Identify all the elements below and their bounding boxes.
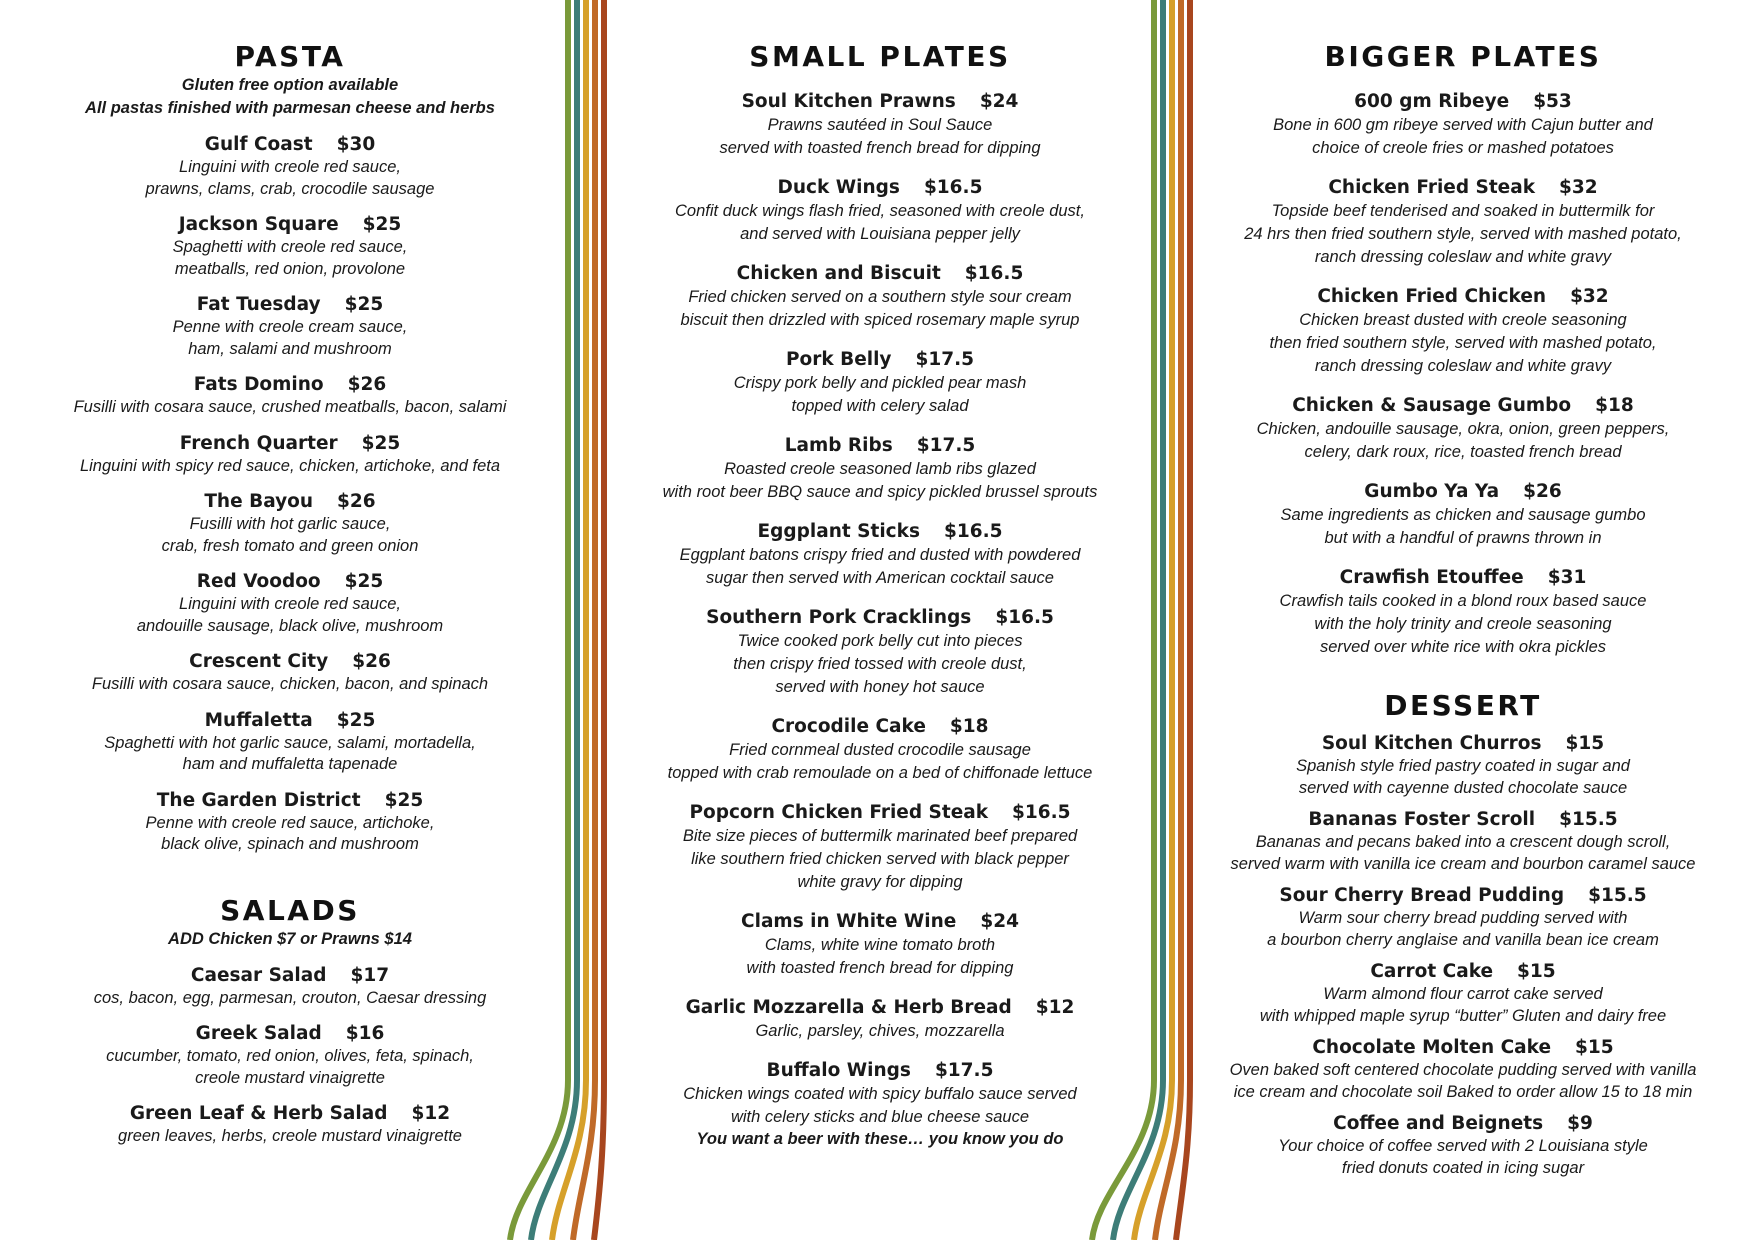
- menu-item-price: $26: [352, 651, 391, 672]
- menu-item-name: Fat Tuesday: [196, 294, 321, 315]
- menu-item-name: Chicken Fried Steak: [1328, 177, 1536, 198]
- menu-item-price: $24: [979, 91, 1019, 112]
- menu-item: [40, 570, 540, 637]
- pasta-list: [40, 133, 540, 856]
- menu-item: [40, 293, 540, 360]
- menu-item-name: Chicken & Sausage Gumbo: [1292, 395, 1572, 416]
- menu-item-price: $16.5: [1012, 802, 1071, 823]
- menu-item: [645, 715, 1115, 785]
- menu-item-heading: [1213, 285, 1713, 309]
- bigger-plates-list: [1213, 90, 1713, 659]
- menu-item-heading: [40, 213, 540, 237]
- salads-note: ADD Chicken $7 or Prawns $14: [168, 929, 412, 948]
- menu-item-price: $17.5: [915, 349, 975, 370]
- menu-item-price: $16: [345, 1023, 385, 1044]
- menu-item-description: green leaves, herbs, creole mustard vinaigrette: [118, 1127, 462, 1145]
- menu-item-name: Jackson Square: [178, 214, 339, 235]
- menu-item: [1213, 90, 1713, 160]
- menu-item-price: $18: [1595, 395, 1634, 416]
- salads-title: SALADS: [220, 893, 360, 927]
- menu-item-price: $25: [344, 294, 384, 315]
- left-column: [40, 40, 540, 1148]
- menu-item-name: Popcorn Chicken Fried Steak: [689, 802, 989, 823]
- menu-item-heading: [40, 709, 540, 733]
- menu-item-heading: [1213, 566, 1713, 590]
- menu-item-price: $12: [1035, 997, 1075, 1018]
- menu-item-description: Warm sour cherry bread pudding served with a bourbon cherry anglaise and vanilla bean ice cream: [1267, 909, 1659, 949]
- menu-item-description: Bone in 600 gm ribeye served with Cajun butter and choice of creole fries or mashed potatoes: [1273, 116, 1653, 157]
- menu-item-name: Garlic Mozzarella & Herb Bread: [685, 997, 1012, 1018]
- menu-item-price: $16.5: [964, 263, 1024, 284]
- menu-item-description: Fried cornmeal dusted crocodile sausage topped with crab remoulade on a bed of chiffonade lettuce: [667, 741, 1093, 782]
- menu-item-name: Carrot Cake: [1370, 961, 1494, 982]
- menu-item-name: Gumbo Ya Ya: [1364, 481, 1500, 502]
- menu-item: [1213, 1036, 1713, 1103]
- menu-item-name: French Quarter: [179, 432, 338, 454]
- dessert-list: [1213, 732, 1713, 1179]
- menu-item-name: Soul Kitchen Churros: [1321, 733, 1542, 754]
- menu-item: [40, 789, 540, 856]
- menu-item-price: $26: [337, 491, 376, 512]
- menu-item-heading: [40, 1102, 540, 1126]
- menu-item-price: $16.5: [923, 177, 983, 198]
- menu-item: [40, 133, 540, 200]
- menu-item: [40, 1022, 540, 1089]
- menu-item-heading: [40, 373, 540, 397]
- menu-item-description: Fusilli with cosara sauce, crushed meatballs, bacon, salami: [73, 398, 507, 416]
- menu-item-heading: [645, 1059, 1115, 1083]
- menu-item-heading: [645, 262, 1115, 286]
- menu-item: [40, 373, 540, 419]
- menu-item-heading: [645, 996, 1115, 1020]
- menu-item-name: The Garden District: [156, 789, 361, 811]
- menu-item-price: $26: [347, 374, 387, 395]
- menu-item: [645, 606, 1115, 699]
- menu-item-heading: [1213, 884, 1713, 908]
- menu-item-price: $15: [1575, 1037, 1614, 1058]
- menu-item-description: Oven baked soft centered chocolate pudding served with vanilla ice cream and chocolate soil Baked to order allow 15 to 18 min: [1229, 1061, 1697, 1101]
- menu-item-description: Your choice of coffee served with 2 Louisiana style fried donuts coated in icing sugar: [1278, 1137, 1648, 1177]
- menu-item-name: Crocodile Cake: [771, 716, 926, 737]
- menu-item-price: $16.5: [995, 607, 1054, 628]
- menu-item-description: Fusilli with hot garlic sauce, crab, fresh tomato and green onion: [161, 515, 419, 555]
- menu-item-price: $9: [1567, 1113, 1593, 1134]
- menu-item: [1213, 176, 1713, 269]
- menu-item-heading: [645, 520, 1115, 544]
- menu-item-price: $17.5: [934, 1060, 994, 1081]
- menu-item-description: Fried chicken served on a southern style sour cream biscuit then drizzled with spiced rosemary maple syrup: [680, 288, 1080, 329]
- menu-item-price: $25: [361, 432, 401, 454]
- menu-item-name: Crawfish Etouffee: [1339, 567, 1524, 588]
- menu-item-name: The Bayou: [204, 491, 314, 512]
- menu-item-heading: [1213, 176, 1713, 200]
- menu-item-description: Prawns sautéed in Soul Sauce served with toasted french bread for dipping: [719, 116, 1041, 157]
- menu-item-name: Bananas Foster Scroll: [1308, 809, 1536, 830]
- menu-item-price: $53: [1533, 91, 1572, 112]
- menu-item-heading: [40, 1022, 540, 1046]
- menu-item-heading: [1213, 808, 1713, 832]
- menu-item-name: Clams in White Wine: [741, 911, 957, 932]
- menu-item-description: Confit duck wings flash fried, seasoned with creole dust, and served with Louisiana pepper jelly: [675, 202, 1085, 243]
- menu-item-heading: [40, 789, 540, 813]
- pasta-title: PASTA: [234, 40, 346, 73]
- menu-item-name: Chocolate Molten Cake: [1312, 1037, 1552, 1058]
- menu-item-heading: [645, 606, 1115, 630]
- menu-item: [645, 262, 1115, 332]
- menu-item-heading: [1213, 1036, 1713, 1060]
- small-plates-list: [645, 90, 1115, 1151]
- menu-item-name: Southern Pork Cracklings: [706, 607, 972, 628]
- menu-item-price: $25: [336, 709, 376, 731]
- menu-item-price: $31: [1547, 567, 1587, 588]
- menu-item-price: $12: [411, 1103, 451, 1124]
- menu-item-description: Topside beef tenderised and soaked in buttermilk for 24 hrs then fried southern style, served with mashed potato, ranch dressing coleslaw and white gravy: [1244, 202, 1682, 266]
- menu-item-price: $26: [1523, 481, 1562, 502]
- menu-item-description: Spanish style fried pastry coated in sugar and served with cayenne dusted chocolate sauce: [1296, 757, 1630, 797]
- menu-item-heading: [645, 176, 1115, 200]
- menu-item-name: Fats Domino: [193, 374, 324, 395]
- menu-item: [645, 90, 1115, 160]
- menu-item-name: Duck Wings: [777, 177, 900, 198]
- menu-item: [645, 348, 1115, 418]
- menu-item-price: $15.5: [1588, 885, 1647, 906]
- menu-item: [645, 996, 1115, 1043]
- menu-item-description: Crawfish tails cooked in a blond roux based sauce with the holy trinity and creole seasoning served over white rice with okra pickles: [1279, 592, 1647, 656]
- menu-item: [40, 1102, 540, 1148]
- menu-item-description: cos, bacon, egg, parmesan, crouton, Caesar dressing: [93, 988, 487, 1007]
- menu-item-heading: [40, 964, 540, 988]
- menu-item: [645, 434, 1115, 504]
- menu-item: [1213, 566, 1713, 659]
- menu-item-price: $24: [980, 911, 1019, 932]
- menu-item-price: $17: [350, 964, 390, 986]
- menu-item-name: Buffalo Wings: [766, 1060, 911, 1081]
- menu-item: [645, 520, 1115, 590]
- menu-item-price: $15.5: [1559, 809, 1618, 830]
- menu-item-heading: [645, 434, 1115, 458]
- menu-item-heading: [40, 133, 540, 157]
- menu-item-name: Muffaletta: [204, 709, 313, 731]
- menu-item-price: $32: [1570, 286, 1609, 307]
- menu-item-heading: [1213, 480, 1713, 504]
- menu-item-name: Green Leaf & Herb Salad: [129, 1103, 388, 1124]
- menu-item-description: Roasted creole seasoned lamb ribs glazed with root beer BBQ sauce and spicy pickled brussel sprouts: [662, 460, 1098, 501]
- menu-item-name: 600 gm Ribeye: [1354, 91, 1510, 112]
- menu-item: [1213, 285, 1713, 378]
- menu-item-description: Linguini with creole red sauce, andouille sausage, black olive, mushroom: [136, 595, 444, 635]
- menu-item: [40, 650, 540, 696]
- menu-item-description: Chicken breast dusted with creole seasoning then fried southern style, served with mashed potato, ranch dressing coleslaw and white gravy: [1269, 311, 1657, 375]
- menu-item-name: Coffee and Beignets: [1333, 1113, 1544, 1134]
- menu-item: [1213, 884, 1713, 951]
- menu-item-description: Linguini with spicy red sauce, chicken, artichoke, and feta: [79, 456, 501, 475]
- menu-item-description: Twice cooked pork belly cut into pieces then crispy fried tossed with creole dust, served with honey hot sauce: [733, 632, 1027, 696]
- menu-item-heading: [645, 801, 1115, 825]
- menu-item-heading: [1213, 90, 1713, 114]
- menu-item: [645, 801, 1115, 894]
- menu-item: [1213, 808, 1713, 875]
- menu-item-name: Greek Salad: [195, 1023, 322, 1044]
- menu-item: [1213, 960, 1713, 1027]
- menu-item-name: Pork Belly: [785, 349, 892, 370]
- bigger-plates-title: BIGGER PLATES: [1324, 40, 1602, 73]
- menu-item-description: Clams, white wine tomato broth with toasted french bread for dipping: [746, 936, 1014, 977]
- menu-item: [1213, 394, 1713, 464]
- menu-item-description: Penne with creole red sauce, artichoke, black olive, spinach and mushroom: [145, 813, 435, 853]
- menu-item-description: Eggplant batons crispy fried and dusted with powdered sugar then served with American cocktail sauce: [679, 546, 1081, 587]
- menu-item-heading: [645, 715, 1115, 739]
- menu-item-price: $15: [1517, 961, 1556, 982]
- menu-item: [645, 1059, 1115, 1151]
- menu-item-description: Same ingredients as chicken and sausage gumbo but with a handful of prawns thrown in: [1280, 506, 1646, 547]
- small-plates-title: SMALL PLATES: [749, 40, 1011, 73]
- menu-item-description: Spaghetti with hot garlic sauce, salami, mortadella, ham and muffaletta tapenade: [104, 733, 476, 773]
- menu-item-heading: [1213, 394, 1713, 418]
- menu-item-heading: [1213, 960, 1713, 984]
- menu-item-description: Warm almond flour carrot cake served with whipped maple syrup “butter” Gluten and dairy free: [1259, 985, 1667, 1025]
- menu-item-description: Bite size pieces of buttermilk marinated beef prepared like southern fried chicken served with black pepper white gravy for dipping: [682, 827, 1078, 891]
- menu-item-price: $30: [336, 134, 376, 155]
- pasta-note-parmesan: All pastas finished with parmesan cheese and herbs: [85, 99, 495, 117]
- menu-item-heading: [1213, 1112, 1713, 1136]
- menu-item-heading: [40, 570, 540, 594]
- menu-item-name: Sour Cherry Bread Pudding: [1279, 885, 1565, 906]
- menu-item-name: Caesar Salad: [190, 964, 327, 986]
- menu-item-price: $17.5: [916, 435, 976, 456]
- menu-item: [40, 213, 540, 280]
- menu-item-description: Spaghetti with creole red sauce, meatballs, red onion, provolone: [172, 238, 408, 278]
- menu-item-name: Crescent City: [189, 651, 329, 672]
- menu-item-description: Linguini with creole red sauce, prawns, clams, crab, crocodile sausage: [145, 158, 435, 198]
- menu-item: [645, 910, 1115, 980]
- menu-item-heading: [40, 432, 540, 456]
- menu-item-price: $32: [1559, 177, 1598, 198]
- menu-item: [40, 709, 540, 776]
- menu-item-name: Soul Kitchen Prawns: [741, 91, 956, 112]
- menu-item-price: $25: [362, 214, 402, 235]
- menu-item-heading: [645, 910, 1115, 934]
- menu-item-name: Eggplant Sticks: [757, 521, 920, 542]
- menu-item-description: Garlic, parsley, chives, mozzarella: [755, 1022, 1005, 1040]
- salads-list: [40, 964, 540, 1148]
- menu-item: [40, 432, 540, 478]
- pasta-note-gluten: Gluten free option available: [181, 76, 399, 94]
- menu-item-heading: [645, 348, 1115, 372]
- menu-item-description: Fusilli with cosara sauce, chicken, bacon, and spinach: [91, 675, 489, 693]
- menu-item: [40, 964, 540, 1010]
- right-column: [1213, 40, 1713, 1179]
- menu-item-heading: [645, 90, 1115, 114]
- menu-item-description: Crispy pork belly and pickled pear mash topped with celery salad: [733, 374, 1027, 415]
- menu-item-heading: [40, 293, 540, 317]
- menu-item-description: Chicken, andouille sausage, okra, onion, green peppers, celery, dark roux, rice, toasted french bread: [1256, 420, 1670, 461]
- menu-item-heading: [40, 490, 540, 514]
- menu-item-name: Red Voodoo: [196, 571, 321, 592]
- menu-item-price: $25: [384, 789, 424, 811]
- stripe-line: [1155, 0, 1181, 1240]
- menu-item-description: cucumber, tomato, red onion, olives, feta, spinach, creole mustard vinaigrette: [106, 1047, 474, 1087]
- menu-item: [1213, 1112, 1713, 1179]
- menu-item-heading: [1213, 732, 1713, 756]
- menu-item-name: Gulf Coast: [204, 134, 313, 155]
- menu-item-price: $18: [949, 716, 989, 737]
- dessert-title: DESSERT: [1384, 689, 1542, 722]
- menu-item-note: You want a beer with these… you know you do: [696, 1130, 1064, 1148]
- menu-item: [1213, 480, 1713, 550]
- menu-item: [40, 490, 540, 557]
- menu-item-price: $16.5: [943, 521, 1003, 542]
- middle-column: [645, 40, 1115, 1151]
- menu-item-heading: [40, 650, 540, 674]
- menu-item-price: $15: [1565, 733, 1605, 754]
- menu-item-description: Bananas and pecans baked into a crescent dough scroll, served warm with vanilla ice cream and bourbon caramel sauce: [1230, 833, 1696, 873]
- menu-item-name: Lamb Ribs: [784, 435, 893, 456]
- menu-item: [1213, 732, 1713, 799]
- menu-item: [645, 176, 1115, 246]
- menu-item-name: Chicken Fried Chicken: [1317, 286, 1547, 307]
- menu-item-name: Chicken and Biscuit: [736, 263, 941, 284]
- menu-item-description: Chicken wings coated with spicy buffalo sauce served with celery sticks and blue cheese sauce: [683, 1085, 1077, 1126]
- menu-item-description: Penne with creole cream sauce, ham, salami and mushroom: [172, 318, 408, 358]
- menu-item-price: $25: [344, 571, 384, 592]
